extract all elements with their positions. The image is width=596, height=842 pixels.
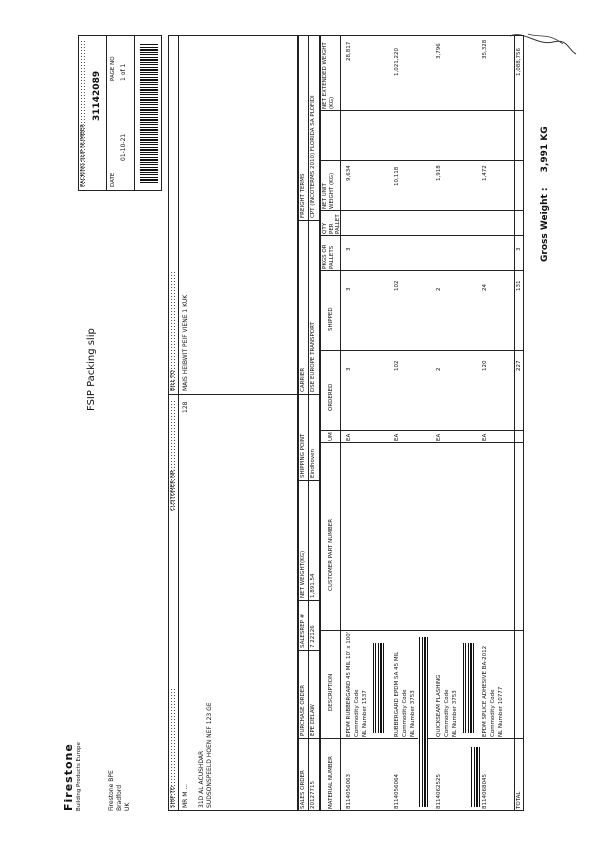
row4-net-unit: 1,472 <box>482 165 488 181</box>
ship-to-line1: 31D AL ACUSHDAR <box>198 750 205 808</box>
brand-logo: Firestone <box>62 743 75 811</box>
customer-nr-value: 128 <box>182 401 189 413</box>
sales-rep-label: SALESREP # <box>300 613 306 648</box>
gross-weight-value: 3,991 KG <box>540 126 550 173</box>
col-net-extended: NET EXTENDED WEIGHT (KG) <box>322 42 335 109</box>
total-net-ext: 1,088,756 <box>516 48 522 76</box>
row3-desc3: NL Number 3753 <box>452 690 458 737</box>
row3-barcode <box>462 643 474 733</box>
row1-ordered: 3 <box>346 367 352 371</box>
ship-to-line2: SUDSONSPEELD HOEN NEF 123 GE <box>206 702 213 808</box>
sales-order-value: 20127715 <box>310 781 316 809</box>
col-description: DESCRIPTION <box>328 673 334 711</box>
ship-to-label: SHIP TO <box>170 688 177 808</box>
row1-barcode <box>372 643 384 733</box>
freight-terms-label: FREIGHT TERMS <box>300 173 306 218</box>
row4-material: 8114068045 <box>482 774 488 809</box>
row2-desc3: NL Number 3753 <box>410 690 416 737</box>
shipping-point-value: Eindhoven <box>310 449 316 478</box>
row1-material: 8114056063 <box>346 774 352 809</box>
carrier-value: DSE EUROPE TRANSPORT <box>310 322 316 392</box>
page-value: 1 of 1 <box>120 63 127 81</box>
row3-ordered: 2 <box>436 367 442 371</box>
address-section <box>168 35 298 811</box>
row3-net-ext: 3,796 <box>436 43 442 59</box>
col-ordered: ORDERED <box>328 383 334 411</box>
row1-shipped: 3 <box>346 287 352 291</box>
customer-nr-label: CUSTOMER NR <box>170 399 177 511</box>
sales-rep-value: 7 22126 <box>310 625 316 648</box>
row1-desc1: EPDM RUBBERGARD 45 MIL 10' x 100' <box>346 631 352 737</box>
row3-desc1: QUICKSEAM FLASHING <box>436 674 442 737</box>
packing-slip-label: PACKING SLIP NUMBER <box>80 39 87 187</box>
date-value: 01-10-21 <box>120 133 127 161</box>
total-label: TOTAL <box>516 791 522 809</box>
sender-line3: UK <box>124 802 131 811</box>
freight-terms-value: CPT (INCOTERMS 2010) FLORIDA SA PLOFIDI <box>310 95 316 218</box>
col-material: MATERIAL NUMBER <box>328 756 334 809</box>
total-shipped: 131 <box>516 280 522 291</box>
bill-to-label: BILL TO <box>170 271 177 391</box>
row1-um: EA <box>346 433 352 441</box>
row2-net-ext: 1,021,220 <box>394 48 400 76</box>
bill-to-line1: MAIS HEIBWIT PEIF VIENE 1 KUK <box>182 294 189 391</box>
row3-shipped: 2 <box>436 287 442 291</box>
row4-barcode <box>470 747 480 807</box>
sender-line2: Bradford <box>116 784 123 811</box>
brand-tagline: Building Products Europe <box>76 742 82 811</box>
row3-um: EA <box>436 433 442 441</box>
sales-order-label: SALES ORDER <box>300 770 306 809</box>
slip-barcode <box>140 43 158 183</box>
net-weight-label: NET WEIGHT(KG) <box>300 550 306 598</box>
row4-net-ext: 35,328 <box>482 39 488 59</box>
carrier-label: CARRIER <box>300 367 306 392</box>
page-label: PAGE NO <box>110 56 116 81</box>
date-label: DATE <box>110 172 116 187</box>
row2-ordered: 102 <box>394 360 400 371</box>
col-um: UM <box>328 432 334 441</box>
net-weight-value: 1,891.54 <box>310 573 316 598</box>
rotated-document <box>58 31 528 811</box>
po-value: EPE DELAW <box>310 704 316 736</box>
row1-pkgs: 3 <box>346 247 352 251</box>
col-shipped: SHIPPED <box>328 307 334 331</box>
row3-desc2: Commodity Code <box>444 689 450 737</box>
ship-to-name: MR M ... <box>182 783 189 808</box>
row1-desc3: NL Number 1537 <box>362 690 368 737</box>
row2-shipped: 102 <box>394 280 400 291</box>
row2-um: EA <box>394 433 400 441</box>
packing-slip-number: 31142089 <box>92 70 102 121</box>
row3-net-unit: 1,918 <box>436 165 442 181</box>
row2-desc2: Commodity Code <box>402 689 408 737</box>
row4-um: EA <box>482 433 488 441</box>
row3-material: 8114062525 <box>436 774 442 809</box>
row1-net-unit: 9,634 <box>346 165 352 181</box>
row4-ordered: 120 <box>482 360 488 371</box>
row2-net-unit: 10,118 <box>394 166 400 186</box>
col-pkgs: PKGS OR PALLETS <box>322 244 335 269</box>
total-ordered: 227 <box>516 360 522 371</box>
shipping-point-label: SHIPPING POINT <box>300 433 306 478</box>
row1-desc2: Commodity Code <box>354 689 360 737</box>
page-title: FSIP Packing slip <box>86 328 97 411</box>
col-customer-part: CUSTOMER PART NUMBER <box>328 518 334 591</box>
po-label: PURCHASE ORDER <box>300 684 306 736</box>
col-net-unit: NET UNIT WEIGHT (KG) <box>322 172 335 209</box>
col-qty-pallet: QTY PER PALLET <box>322 214 342 234</box>
gross-weight <box>540 126 550 262</box>
row2-barcode <box>418 637 428 807</box>
row2-material: 8114056064 <box>394 774 400 809</box>
row4-shipped: 24 <box>482 284 488 291</box>
row4-desc3: NL Number 10777 <box>498 686 504 737</box>
total-pallets: 3 <box>516 247 522 251</box>
gross-weight-label: Gross Weight : <box>540 187 550 262</box>
sender-line1: Firestone BPE <box>108 770 115 811</box>
row4-desc2: Commodity Code <box>490 689 496 737</box>
row4-desc1: EPDM SPLICE ADHESIVE BA-2012 <box>482 645 488 737</box>
row2-desc1: RUBBERGARD EPDM SA 45 MIL <box>394 651 400 737</box>
row1-net-ext: 28,817 <box>346 41 352 61</box>
